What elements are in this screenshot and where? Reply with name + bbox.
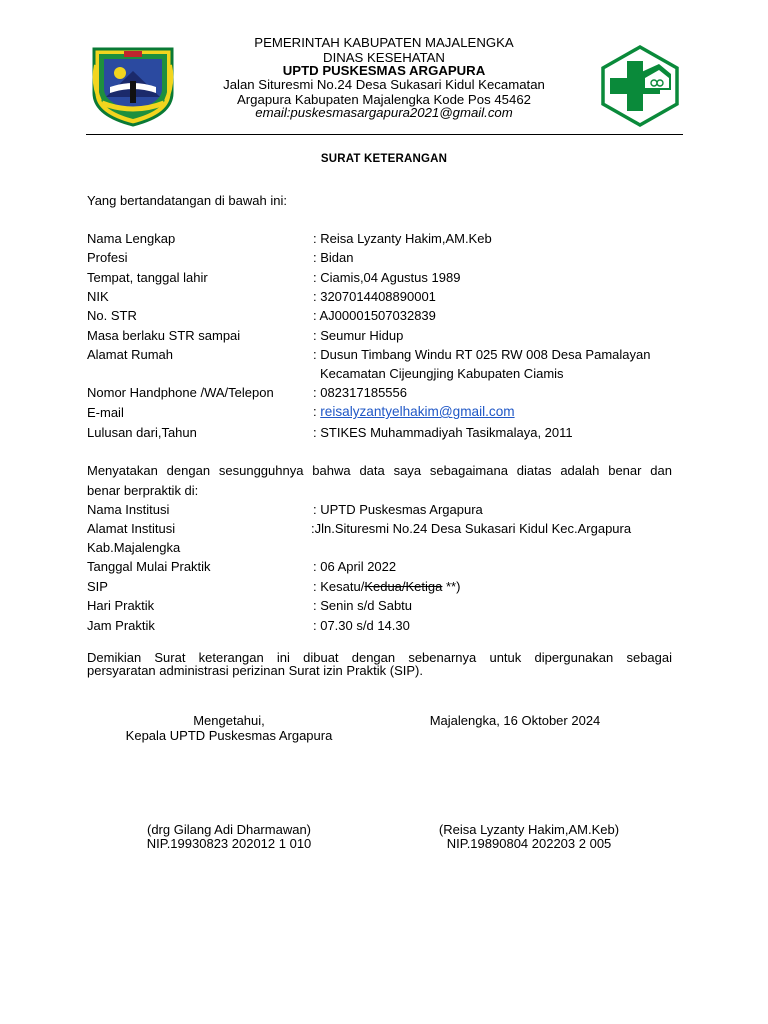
label-hari: Hari Praktik xyxy=(87,598,155,613)
label-str: No. STR xyxy=(87,308,137,323)
label-email: E-mail xyxy=(87,405,124,420)
email-prefix: : xyxy=(313,404,321,419)
sip-strike: Kedua/Ketiga xyxy=(364,579,443,594)
value-profesi: : Bidan xyxy=(313,250,354,265)
value-tanggal-mulai: : 06 April 2022 xyxy=(313,559,397,574)
value-masa-str: : Seumur Hidup xyxy=(313,328,404,343)
value-ttl: : Ciamis,04 Agustus 1989 xyxy=(313,270,461,285)
label-masa-str: Masa berlaku STR sampai xyxy=(87,328,241,343)
intro-text: Yang bertandatangan di bawah ini: xyxy=(87,193,287,208)
value-email-row xyxy=(313,404,515,420)
sign-right-place-date: Majalengka, 16 Oktober 2024 xyxy=(429,713,601,728)
statement-line-1: Menyatakan dengan sesungguhnya bahwa data saya sebagaimana diatas adalah benar dan xyxy=(87,463,672,478)
label-kab: Kab.Majalengka xyxy=(87,540,181,555)
kop-line-4: Jalan Situresmi No.24 Desa Sukasari Kidul Kecamatan xyxy=(223,77,545,92)
value-nama: : Reisa Lyzanty Hakim,AM.Keb xyxy=(313,231,492,246)
value-jam: : 07.30 s/d 14.30 xyxy=(313,618,410,633)
sip-value: : Kesatu/ xyxy=(313,579,365,594)
value-institusi: : UPTD Puskesmas Argapura xyxy=(313,502,483,517)
value-lulusan: : STIKES Muhammadiyah Tasikmalaya, 2011 xyxy=(313,425,573,440)
label-lulusan: Lulusan dari,Tahun xyxy=(87,425,197,440)
kop-email: email:puskesmasargapura2021@gmail.com xyxy=(255,105,513,120)
value-alamat-line2: Kecamatan Cijeungjing Kabupaten Ciamis xyxy=(320,366,564,381)
sign-right-nip: NIP.19890804 202203 2 005 xyxy=(446,836,612,851)
closing-line-2: persyaratan administrasi perizinan Surat izin Praktik (SIP). xyxy=(87,663,423,678)
kop-line-2: DINAS KESEHATAN xyxy=(323,50,445,65)
value-hari: : Senin s/d Sabtu xyxy=(313,598,413,613)
label-institusi: Nama Institusi xyxy=(87,502,170,517)
label-telepon: Nomor Handphone /WA/Telepon xyxy=(87,385,274,400)
label-tanggal-mulai: Tanggal Mulai Praktik xyxy=(87,559,211,574)
sign-right-name: (Reisa Lyzanty Hakim,AM.Keb) xyxy=(438,822,620,837)
label-nik: NIK xyxy=(87,289,109,304)
value-str: : AJ00001507032839 xyxy=(313,308,436,323)
value-sip xyxy=(313,579,460,595)
sign-left-line-2: Kepala UPTD Puskesmas Argapura xyxy=(125,728,333,743)
label-alamat-institusi: Alamat Institusi xyxy=(87,521,176,536)
value-alamat-institusi: :Jln.Situresmi No.24 Desa Sukasari Kidul Kec.Argapura xyxy=(311,521,632,536)
sign-left-line-1: Mengetahui, xyxy=(193,713,265,728)
email-link[interactable]: reisalyzantyelhakim@gmail.com xyxy=(320,404,515,419)
sign-left-name: (drg Gilang Adi Dharmawan) xyxy=(146,822,312,837)
label-ttl: Tempat, tanggal lahir xyxy=(87,270,208,285)
kop-line-1: PEMERINTAH KABUPATEN MAJALENGKA xyxy=(254,35,514,50)
label-nama: Nama Lengkap xyxy=(87,231,176,246)
statement-line-2: benar berpraktik di: xyxy=(87,483,199,498)
closing-line-1: Demikian Surat keterangan ini dibuat dengan sebenarnya untuk dipergunakan sebagai xyxy=(87,650,672,665)
label-jam: Jam Praktik xyxy=(87,618,155,633)
document-title: SURAT KETERANGAN xyxy=(320,153,448,165)
letterhead-rule xyxy=(86,134,683,135)
label-profesi: Profesi xyxy=(87,250,128,265)
label-sip: SIP xyxy=(87,579,108,594)
sip-suffix: **) xyxy=(442,579,461,594)
kop-line-5: Argapura Kabupaten Majalengka Kode Pos 45462 xyxy=(236,92,531,107)
value-nik: : 3207014408890001 xyxy=(313,289,436,304)
value-alamat: : Dusun Timbang Windu RT 025 RW 008 Desa Pamalayan xyxy=(313,347,651,362)
value-telepon: : 082317185556 xyxy=(313,385,407,400)
label-alamat: Alamat Rumah xyxy=(87,347,173,362)
kop-line-3: UPTD PUSKESMAS ARGAPURA xyxy=(282,63,486,78)
sign-left-nip: NIP.19930823 202012 1 010 xyxy=(146,836,312,851)
